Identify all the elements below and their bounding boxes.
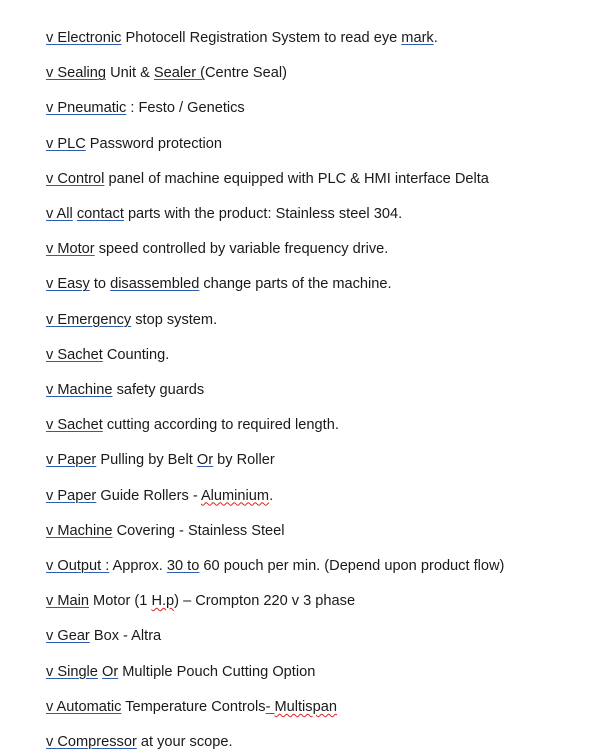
- list-item-text: v Easy: [46, 276, 90, 293]
- list-item-text: v Paper: [46, 452, 97, 469]
- list-item-text: -: [265, 698, 275, 715]
- list-item-text: by Roller: [213, 452, 275, 469]
- list-item: [46, 557, 504, 575]
- list-item-text: Covering - Stainless Steel: [112, 522, 285, 539]
- list-item-text: .: [433, 30, 438, 46]
- list-item-text: v Electronic: [46, 30, 122, 46]
- list-item-text: 60 pouch per min. (Depend upon product flow): [199, 558, 505, 574]
- list-item: [46, 99, 245, 117]
- list-item-text: Approx.: [109, 558, 167, 574]
- list-item-text: disassembled: [110, 276, 200, 293]
- list-item-text: v Single: [46, 663, 98, 680]
- list-item-text: to: [89, 276, 111, 293]
- list-item-text: Motor (1: [88, 593, 152, 610]
- list-item-text: safety guards: [112, 382, 205, 398]
- list-item: [46, 592, 355, 610]
- list-item-text: Guide Rollers -: [96, 487, 201, 504]
- list-item-text: v PLC: [46, 135, 86, 152]
- list-item-text: Counting.: [102, 346, 170, 363]
- list-item-text: v Gear: [46, 628, 90, 645]
- list-item-text: v Sealing: [46, 65, 107, 82]
- list-item-text: Unit &: [106, 65, 154, 82]
- list-item-text: Multiple Pouch Cutting Option: [118, 663, 316, 680]
- list-item-text: v Motor: [46, 241, 95, 258]
- list-item-text: stop system.: [131, 311, 218, 328]
- list-item: [46, 346, 169, 364]
- list-item: [46, 205, 402, 223]
- list-item: [46, 275, 392, 293]
- list-item-text: Centre Seal): [205, 65, 287, 82]
- list-item-text: change parts of the machine.: [199, 276, 392, 293]
- list-item: [46, 627, 161, 645]
- list-item-text: v Sachet: [46, 417, 103, 434]
- list-item-text: v Emergency: [46, 311, 132, 328]
- list-item-text: v Machine: [46, 382, 113, 398]
- list-item: [46, 381, 204, 399]
- list-item: [46, 29, 438, 47]
- list-item: [46, 64, 287, 82]
- list-item-text: Photocell Registration System to read eye: [121, 30, 402, 46]
- list-item-text: v All: [46, 206, 73, 222]
- list-item-text: v Output :: [46, 558, 110, 574]
- list-item-text: 30 to: [166, 558, 200, 574]
- list-item: [46, 311, 217, 329]
- list-item-text: Pulling by Belt: [96, 452, 197, 469]
- list-item-text: Password protection: [85, 135, 223, 152]
- list-item-text: ) – Crompton 220 v 3 phase: [174, 593, 356, 610]
- list-item-text: v Main: [46, 593, 89, 610]
- list-item-text: Sealer (: [153, 65, 206, 82]
- list-item: [46, 487, 273, 505]
- list-item: [46, 522, 284, 540]
- list-item-text: v Paper: [46, 487, 97, 504]
- list-item-text: speed controlled by variable frequency drive.: [94, 241, 389, 258]
- list-item: [46, 733, 233, 751]
- list-item-text: cutting according to required length.: [102, 417, 339, 434]
- list-item-text: mark: [401, 30, 434, 46]
- list-item-text: v Pneumatic: [46, 100, 127, 117]
- list-item-text: H.p: [151, 593, 175, 610]
- list-item-text: Or: [101, 663, 119, 680]
- list-item: [46, 135, 222, 153]
- list-item-text: : Festo / Genetics: [126, 100, 245, 117]
- list-item-text: Box - Altra: [89, 628, 162, 645]
- list-item-text: v Sachet: [46, 346, 103, 363]
- list-item: [46, 416, 339, 434]
- list-item-text: v Compressor: [46, 734, 137, 750]
- list-item-text: Aluminium: [200, 487, 270, 504]
- list-item-text: panel of machine equipped with PLC & HMI interface Delta: [104, 170, 489, 187]
- list-item-text: v Automatic: [46, 698, 122, 715]
- list-item-text: .: [269, 487, 274, 504]
- list-item: [46, 663, 315, 681]
- list-item: [46, 451, 275, 469]
- list-item: [46, 170, 489, 188]
- list-item-text: at your scope.: [136, 734, 233, 750]
- list-item-text: Temperature Controls: [121, 698, 266, 715]
- list-item-text: parts with the product: Stainless steel 304.: [123, 206, 403, 222]
- list-item-text: Or: [196, 452, 214, 469]
- list-item-text: contact: [76, 206, 124, 222]
- list-item: [46, 698, 337, 716]
- list-item-text: Multispan: [274, 698, 337, 715]
- list-item-text: v Control: [46, 170, 105, 187]
- list-item: [46, 240, 388, 258]
- list-item-text: v Machine: [46, 522, 113, 539]
